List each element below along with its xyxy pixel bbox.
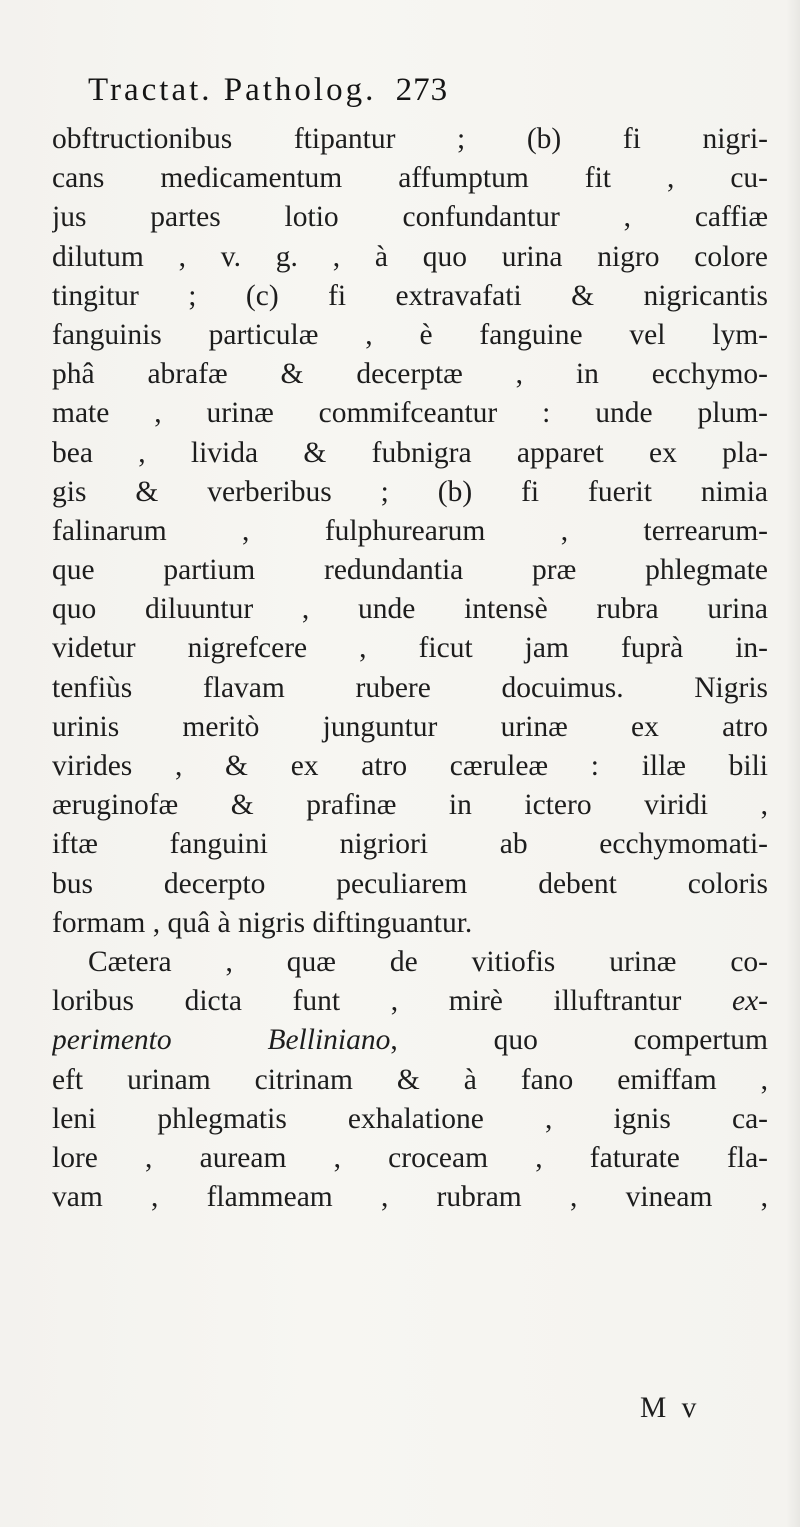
text-line: mate , urinæ commifceantur : unde plum- <box>52 397 768 430</box>
text-line: videtur nigrefcere , ficut jam fuprà in- <box>52 632 768 665</box>
text-segment: loribus dicta funt , mirè illuftrantur <box>52 985 682 1018</box>
text-line: vam , flammeam , rubram , vineam , <box>52 1181 768 1214</box>
text-line: bea , livida & fubnigra apparet ex pla- <box>52 436 768 469</box>
text-line: eft urinam citrinam & à fano emiffam , <box>52 1063 768 1096</box>
text-line: fanguinis particulæ , è fanguine vel lym- <box>52 318 768 351</box>
running-header <box>88 72 748 118</box>
text-line: formam , quâ à nigris diftinguantur. <box>52 906 473 939</box>
text-line: lore , auream , croceam , faturate fla- <box>52 1141 768 1174</box>
italic-segment: perimento Belliniano <box>52 1024 391 1057</box>
text-line: leni phlegmatis exhalatione , ignis ca- <box>52 1102 768 1135</box>
text-line: jus partes lotio confundantur , caffiæ <box>52 201 768 234</box>
text-line: dilutum , v. g. , à quo urina nigro colore <box>52 240 768 273</box>
text-line: cans medicamentum affumptum fit , cu- <box>52 162 768 195</box>
paragraph-start-line: Cætera , quæ de vitiofis urinæ co- <box>88 945 768 978</box>
italic-segment: ex- <box>732 985 768 1018</box>
text-line-mixed <box>52 982 768 1021</box>
text-line: gis & verberibus ; (b) fi fuerit nimia <box>52 475 768 508</box>
text-line: que partium redundantia præ phlegmate <box>52 554 768 587</box>
text-line: obftructionibus ftipantur ; (b) fi nigri- <box>52 123 768 155</box>
text-line: bus decerpto peculiarem debent coloris <box>52 867 768 900</box>
catchword: M v <box>640 1392 701 1424</box>
text-line: phâ abrafæ & decerptæ , in ecchymo- <box>52 358 768 391</box>
text-line: virides , & ex atro cæruleæ : illæ bili <box>52 750 768 782</box>
text-segment: , quo compertum <box>390 1024 768 1057</box>
text-line: tingitur ; (c) fi extravafati & nigricantis <box>52 279 768 312</box>
text-line: falinarum , fulphurearum , terrearum- <box>52 514 768 547</box>
text-line-mixed <box>52 1021 768 1060</box>
text-line: tenfiùs flavam rubere docuimus. Nigris <box>52 671 768 704</box>
page-number: 273 <box>395 72 449 108</box>
text-line: urinis meritò junguntur urinæ ex atro <box>52 710 768 743</box>
page-edge-shadow <box>786 0 800 1527</box>
text-line: quo diluuntur , unde intensè rubra urina <box>52 593 768 626</box>
running-title: Tractat. Patholog. <box>88 72 377 108</box>
body-text <box>52 120 768 1217</box>
text-line: iftæ fanguini nigriori ab ecchymomati- <box>52 828 768 861</box>
text-line: æruginofæ & prafinæ in ictero viridi , <box>52 789 768 822</box>
